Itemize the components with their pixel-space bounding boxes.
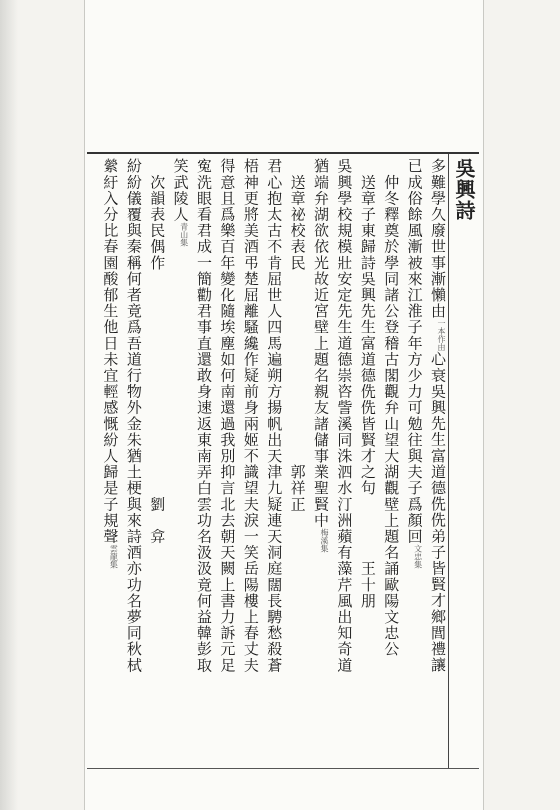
- text-column: [196, 158, 211, 772]
- column-text: 已成俗餘風漸被來江淮子年方少力可勉往與夫子爲顏回: [405, 158, 424, 545]
- column-text: 送章子東歸詩吳興先生富道德侁侁皆賢才之句 王十朋: [358, 158, 377, 609]
- source-note: 梅溪集: [320, 528, 329, 553]
- text-frame: [87, 152, 479, 769]
- source-note: 青山集: [179, 222, 189, 247]
- column-text: 多難學久廢世事漸懶由: [429, 158, 447, 319]
- text-column: [148, 158, 167, 772]
- text-column: [313, 158, 328, 772]
- column-text: 送章祕校表民 郭祥正: [288, 158, 307, 513]
- text-column: [430, 158, 445, 772]
- text-column: [265, 158, 284, 772]
- column-text: 君心抱太古不肯屈世人四馬遍朔方揚帆出天津九疑連天洞庭闊長騁愁殺蒼: [265, 158, 284, 674]
- text-column: [173, 158, 188, 772]
- text-column: [243, 158, 258, 772]
- column-text-continued: 心衰吳興先生富道德侁侁弟子皆賢才鄉閭禮讓: [429, 351, 447, 673]
- text-column: [101, 158, 120, 772]
- page-header-title: 吳興詩: [452, 158, 476, 221]
- column-text: 得意且爲樂百年變化隨埃塵如何南還過我別抑言北去朝天闕上書力訴元足: [218, 158, 237, 674]
- book-page: [84, 0, 484, 810]
- text-column: [290, 158, 305, 772]
- column-text: 次韻表民偶作 劉 弇: [148, 158, 167, 545]
- text-column: [382, 158, 401, 772]
- source-note: 文忠集: [413, 544, 423, 569]
- text-column: [335, 158, 354, 772]
- text-column: [126, 158, 141, 772]
- source-note: 雲龍集: [109, 544, 119, 569]
- header-strip: [448, 154, 479, 768]
- column-text: 寃洗眼看君成一簡勸君事直還敢身速返東南弄白雲功名汲汲竟何益韓彭取: [195, 158, 213, 674]
- text-column: [218, 158, 237, 772]
- text-column: [360, 158, 375, 772]
- column-text: 梧神更將美酒弔楚屈離騷纔作疑前身兩姬不識望夫淚一笑岳陽樓上春丈夫: [241, 158, 260, 674]
- top-margin: [85, 0, 483, 152]
- column-text: 吳興學校規模壯安定先生道德崇咨訾溪同洙泗水汀洲蘋有藻芹風出知奇道: [335, 158, 354, 674]
- scan-shadow: [0, 0, 18, 810]
- source-note: 一本作由: [437, 319, 446, 351]
- column-text: 縈紆入分比春園酸郁生他日未宜輕感慨紛人歸是子規聲: [101, 158, 120, 545]
- column-text: 紛紛儀覆與秦稱何者竟爲吾道行物外金朱猶土梗與來詩酒亦功名夢同秋栻: [124, 158, 143, 674]
- column-text: 猶端弁湖欲依光故近宮壁上題名親友諸儲事業聖賢中: [312, 158, 330, 529]
- column-text: 笑武陵人: [171, 158, 190, 223]
- column-text: 仲冬釋奠於學同諸公登稽古閣觀弁山望大湖觀壁上題名誦歐陽文忠公: [382, 158, 401, 658]
- text-column: [407, 158, 422, 772]
